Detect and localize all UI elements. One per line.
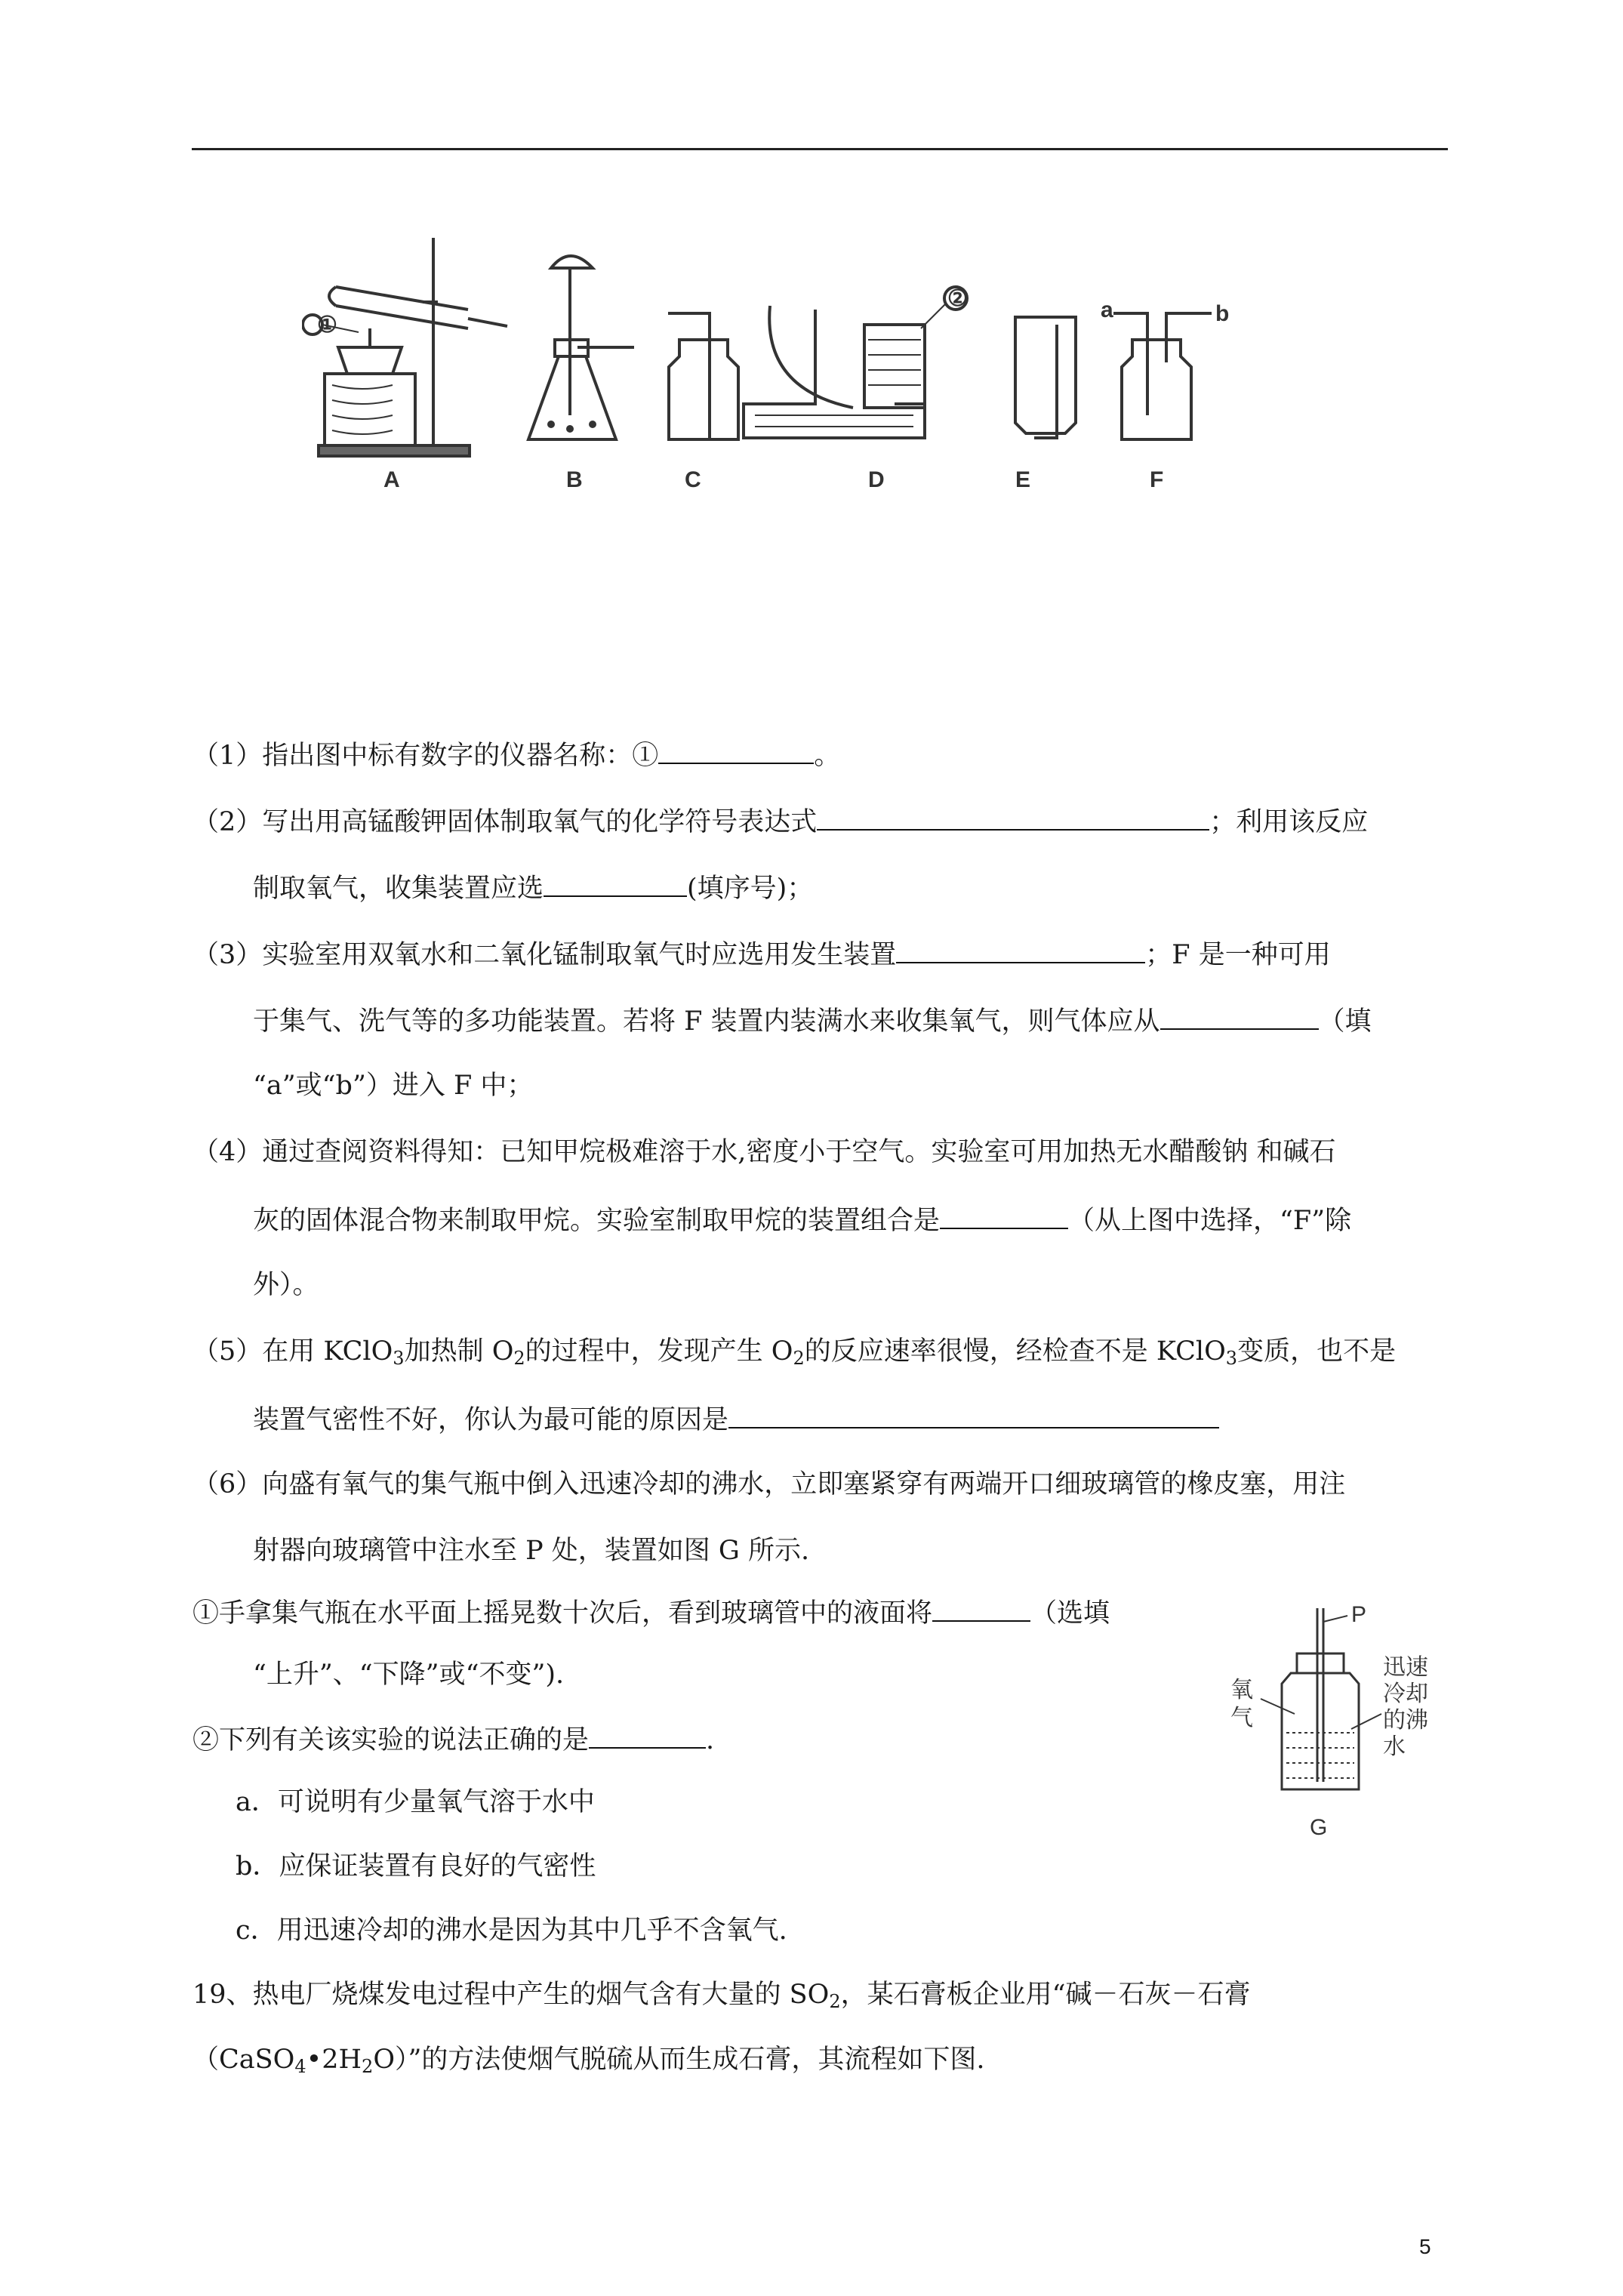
port-a-label: a: [1101, 297, 1113, 322]
figure-g-water-1: 迅: [1383, 1655, 1406, 1680]
figure-g-oxygen-1: 氧: [1230, 1678, 1253, 1703]
marker-1: ①: [317, 313, 337, 337]
q3-blank-2[interactable]: [1160, 1003, 1319, 1030]
q3-line2-end: （填: [1318, 1006, 1372, 1037]
label-e: E: [1015, 467, 1031, 492]
q5-part-2: 加热制 O: [404, 1336, 514, 1367]
header-rule: [192, 148, 1448, 150]
q2-blank-1[interactable]: [817, 803, 1209, 831]
q5-sub-1: 3: [393, 1348, 405, 1369]
q6-option-b: b．应保证装置有良好的气密性: [236, 1851, 596, 1881]
q4-line1: （4）通过查阅资料得知：已知甲烷极难溶于水,密度小于空气。实验室可用加热无水醋酸钠 和碱石: [192, 1137, 1336, 1167]
figure-g-water-4: 却: [1406, 1681, 1428, 1706]
q1-end: 。: [814, 741, 841, 771]
q2-line2-text: 制取氧气，收集装置应选: [253, 874, 544, 904]
figure-g-oxygen-2: 气: [1230, 1706, 1253, 1730]
q6-sub2-end: .: [706, 1725, 715, 1755]
apparatus-e: [1015, 317, 1076, 438]
q2-blank-2[interactable]: [544, 870, 687, 897]
q4-line2: [253, 1202, 1351, 1237]
q19-formula-b: •2H: [306, 2045, 362, 2075]
q3-line1-end: ；F 是一种可用: [1145, 940, 1331, 970]
q4-line3: 外）。: [253, 1270, 319, 1300]
apparatus-d: [744, 287, 967, 438]
q5-blank[interactable]: [728, 1401, 1219, 1428]
apparatus-b: [528, 256, 634, 439]
q6-line1: （6）向盛有氧气的集气瓶中倒入迅速冷却的沸水，立即塞紧穿有两端开口细玻璃管的橡皮塞，用注: [192, 1469, 1346, 1499]
page-number: 5: [1419, 2235, 1431, 2258]
q2-line2: [253, 870, 813, 905]
figure-g-water-2: 速: [1406, 1655, 1428, 1680]
q1-line: [192, 737, 840, 772]
q4-line2-end: （从上图中选择，“F”除: [1068, 1206, 1352, 1236]
q6-sub2-text: ②下列有关该实验的说法正确的是: [192, 1725, 590, 1755]
q4-blank[interactable]: [940, 1202, 1068, 1229]
q2-line1: [192, 803, 1368, 839]
q1-text: （1）指出图中标有数字的仪器名称：①: [192, 741, 659, 771]
q2-text: （2）写出用高锰酸钾固体制取氧气的化学符号表达式: [192, 807, 818, 837]
q5-line1: [192, 1335, 1396, 1368]
marker-2: ②: [947, 286, 968, 311]
q5-part-1: （5）在用 KClO: [192, 1336, 393, 1367]
q5-part-4: 的反应速率很慢，经检查不是 KClO: [804, 1336, 1226, 1367]
figure-g-label: G: [1310, 1815, 1328, 1840]
q6-sub2: [192, 1721, 714, 1757]
figure-g-p: P: [1351, 1602, 1367, 1627]
q19-formula-c: O）”的方法使烟气脱硫从而生成石膏，其流程如下图.: [373, 2045, 985, 2075]
q6-line2: 射器向玻璃管中注水至 P 处，装置如图 G 所示.: [253, 1536, 810, 1566]
label-a: A: [383, 467, 400, 492]
q19-line1-end: ，某石膏板企业用“碱－石灰－石膏: [840, 1980, 1251, 2010]
q6-option-c: c．用迅速冷却的沸水是因为其中几乎不含氧气.: [236, 1915, 787, 1946]
q3-line3: “a”或“b”）进入 F 中；: [253, 1071, 534, 1101]
q3-line2: [253, 1003, 1372, 1038]
q1-blank[interactable]: [658, 737, 814, 764]
label-f: F: [1150, 467, 1164, 492]
apparatus-c: [668, 313, 738, 439]
q19-sub: 2: [829, 1991, 841, 2012]
q6-sub1-line2: “上升”、“下降”或“不变”).: [253, 1660, 565, 1690]
label-b: B: [566, 467, 583, 492]
port-b-label: b: [1215, 301, 1230, 326]
q6-sub1: [192, 1595, 1110, 1630]
q6-blank-1[interactable]: [932, 1595, 1030, 1622]
q19-line1-text: 19、热电厂烧煤发电过程中产生的烟气含有大量的 SO: [192, 1980, 830, 2010]
q5-sub-4: 3: [1225, 1348, 1238, 1369]
q19-formula-sub2: 2: [362, 2056, 374, 2077]
q5-line2-text: 装置气密性不好，你认为最可能的原因是: [253, 1405, 729, 1435]
q3-line2-text: 于集气、洗气等的多功能装置。若将 F 装置内装满水来收集氧气，则气体应从: [253, 1006, 1160, 1037]
apparatus-figure: [302, 227, 1253, 506]
figure-g-water-5: 的: [1383, 1708, 1406, 1733]
q5-line2: [253, 1401, 1219, 1437]
apparatus-a: [303, 238, 507, 456]
q6-sub1-text: ①手拿集气瓶在水平面上摇晃数十次后，看到玻璃管中的液面将: [192, 1598, 933, 1629]
q19-line2: [192, 2043, 985, 2076]
q5-part-5: 变质，也不是: [1237, 1336, 1397, 1367]
q6-option-a: a．可说明有少量氧气溶于水中: [236, 1787, 595, 1817]
label-c: C: [685, 467, 701, 492]
q6-blank-2[interactable]: [589, 1721, 706, 1749]
q19-formula-sub1: 4: [294, 2056, 306, 2077]
q3-line1: [192, 936, 1331, 972]
q3-blank-1[interactable]: [896, 936, 1145, 963]
q19-formula-a: （CaSO: [192, 2045, 295, 2075]
q19-line1: [192, 1978, 1251, 2011]
q3-text: （3）实验室用双氧水和二氧化锰制取氧气时应选用发生装置: [192, 940, 897, 970]
q4-line2-text: 灰的固体混合物来制取甲烷。实验室制取甲烷的装置组合是: [253, 1206, 941, 1236]
q5-sub-2: 2: [513, 1348, 525, 1369]
q6-sub1-end: （选填: [1030, 1598, 1110, 1629]
q5-sub-3: 2: [793, 1348, 805, 1369]
figure-g-water-6: 沸: [1406, 1708, 1428, 1733]
q2-line1-end: ；利用该反应: [1209, 807, 1369, 837]
q5-part-3: 的过程中，发现产生 O: [525, 1336, 793, 1367]
figure-g: [1208, 1601, 1434, 1850]
figure-g-water-3: 冷: [1383, 1681, 1406, 1706]
figure-g-water-7: 水: [1383, 1734, 1406, 1759]
apparatus-f: [1113, 313, 1212, 439]
q2-line2-end: (填序号)；: [687, 874, 814, 904]
label-d: D: [868, 467, 885, 492]
